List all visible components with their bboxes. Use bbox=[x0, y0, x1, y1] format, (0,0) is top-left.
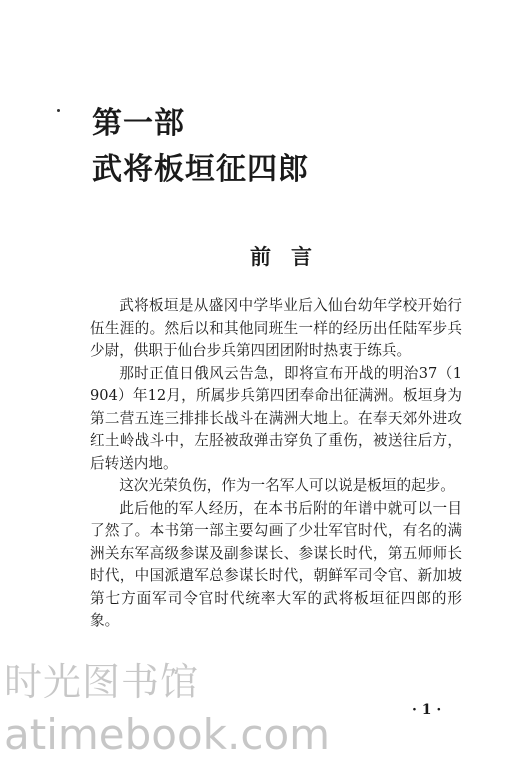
preface-paragraph-1: 武将板垣是从盛冈中学毕业后入仙台幼年学校开始行伍生涯的。然后以和其他同班生一样的经历出任陆军步兵少尉，供职于仙台步兵第四团团附时热衷于练兵。 bbox=[90, 297, 462, 359]
preface-body bbox=[90, 295, 462, 633]
book-title: 武将板垣征四郎 bbox=[92, 152, 309, 187]
watermark-library-name: 时光图书馆 bbox=[4, 660, 200, 704]
watermark-url: atimebook.com bbox=[4, 710, 331, 759]
page-number: · 1 · bbox=[412, 702, 442, 718]
part-title: 第一部 bbox=[92, 106, 185, 141]
preface-paragraph-3: 这次光荣负伤，作为一名军人可以说是板垣的起步。 bbox=[119, 477, 455, 494]
ink-dot bbox=[57, 109, 60, 112]
preface-paragraph-2: 那时正值日俄风云告急，即将宣布开战的明治37（1904）年12月，所属步兵第四团奉命出征满洲。板垣身为第二营五连三排排长战斗在满洲大地上。在奉天郊外进攻红土岭战斗中，左胫被敌弹击穿负了重伤，被送往后方，后转送内地。 bbox=[90, 364, 462, 472]
preface-heading: 前言 bbox=[250, 244, 332, 269]
preface-paragraph-4: 此后他的军人经历，在本书后附的年谱中就可以一目了然了。本书第一部主要勾画了少壮军官时代，有名的满洲关东军高级参谋及副参谋长、参谋长时代，第五师师长时代，中国派遣军总参谋长时代，朝鲜军司令官、新加坡第七方面军司令官时代统率大军的武将板垣征四郎的形象。 bbox=[90, 499, 462, 629]
